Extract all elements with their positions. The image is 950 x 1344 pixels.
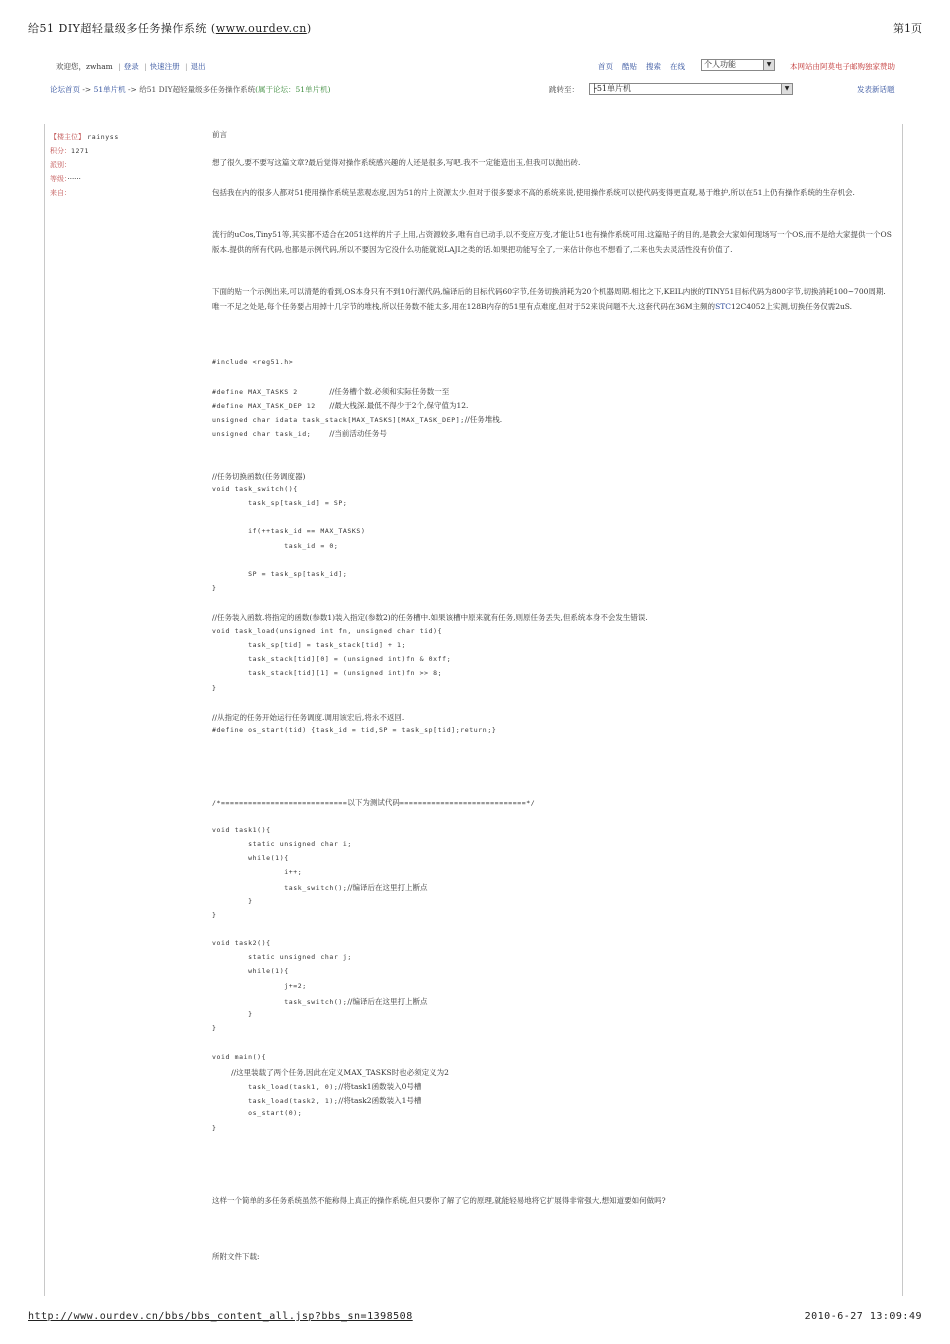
breadcrumb-topic: 给51 DIY超轻量级多任务操作系统 xyxy=(139,85,256,94)
level-row xyxy=(50,172,119,186)
jump-label: 跳转至： xyxy=(549,85,579,94)
code-line: } xyxy=(212,897,253,905)
code-line xyxy=(212,471,305,482)
code-text: task_load(task2, 1); xyxy=(212,1097,339,1105)
breadcrumb-home-link[interactable]: 论坛首页 xyxy=(50,85,80,94)
code-line xyxy=(212,1095,421,1106)
quick-register-link[interactable]: 快速注册 xyxy=(149,62,180,71)
code-line: i++; xyxy=(212,868,303,876)
nav-search-link[interactable]: 搜索 xyxy=(646,62,661,71)
select-value: ├51单片机 xyxy=(592,84,631,93)
code-line: os_start(0); xyxy=(212,1109,303,1117)
logout-link[interactable]: 退出 xyxy=(190,62,206,71)
code-line xyxy=(212,428,387,439)
sponsor-text[interactable]: 本网站由阿莫电子邮购独家赞助 xyxy=(790,62,895,71)
new-topic-link[interactable]: 发表新话题 xyxy=(857,85,895,94)
code-line: void main(){ xyxy=(212,1053,267,1061)
breadcrumb xyxy=(50,84,331,95)
code-line xyxy=(212,386,449,397)
code-comment: 以下为测试代码 xyxy=(347,798,400,807)
code-line xyxy=(212,882,427,893)
role-label: 【楼主位】 xyxy=(50,133,85,141)
code-text: #define MAX_TASK_DEP 12 xyxy=(212,402,330,410)
post-border-right xyxy=(902,124,903,1296)
footer-url[interactable]: http://www.ourdev.cn/bbs/bbs_content_all.jsp?bbs_sn=1398508 xyxy=(28,1311,413,1322)
page-number: 第1页 xyxy=(893,22,922,35)
code-line: task_stack[tid][1] = (unsigned int)fn >> 8; xyxy=(212,669,443,677)
author-info xyxy=(50,130,119,200)
code-line: while(1){ xyxy=(212,967,289,975)
code-comment: //编译后在这里打上断点 xyxy=(347,997,428,1006)
points-label: 积分： xyxy=(50,147,71,155)
chevron-down-icon: ▼ xyxy=(781,84,792,94)
code-line xyxy=(212,612,648,623)
breadcrumb-belongs[interactable]: (属于论坛：51单片机) xyxy=(255,85,331,94)
nav-home-link[interactable]: 首页 xyxy=(598,62,613,71)
breadcrumb-forum-link[interactable]: 51单片机 xyxy=(93,85,126,94)
personal-function-select[interactable] xyxy=(701,59,775,71)
paragraph: 包括我在内的很多人都对51使用操作系统呈悲观态度,因为51的片上资源太少.但对于很多要求不高的系统来说,使用操作系统可以使代码变得更直观,易于维护,所以在51上仍有操作系统的生存机会. xyxy=(212,188,855,197)
code-line: #define os_start(tid) {task_id = tid,SP = task_sp[tid];return;} xyxy=(212,726,497,734)
code-line xyxy=(212,400,468,411)
faction-row xyxy=(50,158,119,172)
code-text: unsigned char idata task_stack[MAX_TASKS][MAX_TASK_DEP]; xyxy=(212,416,465,424)
code-line: task_id = 0; xyxy=(212,542,339,550)
code-comment: //将task2函数装入1号槽 xyxy=(338,1096,422,1105)
jump-forum-select[interactable] xyxy=(589,83,793,95)
author-name[interactable]: rainyss xyxy=(87,133,119,141)
code-comment: //当前活动任务号 xyxy=(329,429,387,438)
divider: | xyxy=(118,62,121,71)
points-value: 1271 xyxy=(71,147,90,155)
title-suffix: ) xyxy=(306,22,312,35)
code-line: void task_load(unsigned int fn, unsigned char tid){ xyxy=(212,627,443,635)
code-text: task_switch(); xyxy=(212,998,348,1006)
code-line: while(1){ xyxy=(212,854,289,862)
code-comment: //任务堆栈. xyxy=(464,415,503,424)
code-line: void task2(){ xyxy=(212,939,271,947)
document-title xyxy=(28,20,312,36)
code-line: if(++task_id == MAX_TASKS) xyxy=(212,527,366,535)
code-text: task_load(task1, 0); xyxy=(212,1083,339,1091)
code-line: } xyxy=(212,1124,217,1132)
footer-timestamp: 2010-6-27 13:09:49 xyxy=(804,1311,922,1322)
code-line: } xyxy=(212,1024,217,1032)
breadcrumb-separator: -> xyxy=(80,85,94,94)
title-text: 给51 DIY超轻量级多任务操作系统 ( xyxy=(28,22,216,35)
user-bar xyxy=(56,61,206,72)
code-line: task_sp[task_id] = SP; xyxy=(212,499,348,507)
code-line: } xyxy=(212,1010,253,1018)
code-line xyxy=(212,712,404,723)
code-line: void task_switch(){ xyxy=(212,485,298,493)
chevron-down-icon: ▼ xyxy=(763,60,774,70)
paragraph: 想了很久,要不要写这篇文章?最后觉得对操作系统感兴趣的人还是很多,写吧.我不一定能造出玉,但我可以抛出砖. xyxy=(212,158,581,167)
divider: | xyxy=(144,62,147,71)
code-line: static unsigned char i; xyxy=(212,840,352,848)
site-url-link[interactable]: www.ourdev.cn xyxy=(215,22,307,35)
points-row xyxy=(50,144,119,158)
code-line xyxy=(212,797,535,808)
code-text: unsigned char task_id; xyxy=(212,430,330,438)
code-comment: //这里装载了两个任务,因此在定义MAX_TASKS时也必须定义为2 xyxy=(212,1068,449,1077)
code-text: /*============================ xyxy=(212,799,348,807)
paragraph: 流行的uCos,Tiny51等,其实都不适合在2051这样的片子上用,占资源较多,唯有自已动手,以不变应万变,才能让51也有操作系统可用.这篇贴子的目的,是教会大家如何现场写一个OS,而不是给大家提供一个OS版本.提供的所有代码,也都是示例代码,所以不要因为它没什么功能就说LAJI之类的话.如果把功能写全了,一来估计你也不想看了,二来也失去灵活性没有价值了. xyxy=(212,230,892,254)
paragraph xyxy=(212,284,892,314)
select-value: 个人功能 xyxy=(704,60,736,69)
code-text: ============================*/ xyxy=(399,799,536,807)
code-comment: //任务切换函数(任务调度器) xyxy=(212,472,306,481)
nav-hot-link[interactable]: 酷贴 xyxy=(622,62,637,71)
divider: | xyxy=(185,62,188,71)
from-row xyxy=(50,186,119,200)
code-line: } xyxy=(212,684,217,692)
code-comment: //将task1函数装入0号槽 xyxy=(338,1082,422,1091)
code-comment: //编译后在这里打上断点 xyxy=(347,883,428,892)
top-nav xyxy=(598,61,694,72)
code-line xyxy=(212,1067,449,1078)
code-comment: //从指定的任务开始运行任务调度.调用该宏后,将永不返回. xyxy=(212,713,405,722)
post-border-left xyxy=(44,124,45,1296)
code-line: static unsigned char j; xyxy=(212,953,352,961)
code-line: task_stack[tid][0] = (unsigned int)fn & 0xff; xyxy=(212,655,452,663)
code-text: #define MAX_TASKS 2 xyxy=(212,388,330,396)
welcome-text: 欢迎您，zwham xyxy=(56,62,113,71)
preface-heading: 前言 xyxy=(212,130,227,139)
stc-link[interactable]: STC xyxy=(715,302,731,311)
code-line: SP = task_sp[task_id]; xyxy=(212,570,348,578)
author-row xyxy=(50,130,119,144)
paragraph-text: 12C4052上实测,切换任务仅需2uS. xyxy=(730,302,853,311)
code-comment: //任务槽个数.必须和实际任务数一至 xyxy=(329,387,450,396)
paragraph: 这样一个简单的多任务系统虽然不能称得上真正的操作系统,但只要你了解了它的原理,就能轻易地将它扩展得非常强大,想知道要如何做吗? xyxy=(212,1196,666,1205)
paragraph-text: 下面的贴一个示例出来,可以清楚的看到,OS本身只有不到10行源代码,编译后的目标代码60字节,任务切换消耗为20个机器周期.相比之下,KEIL内嵌的TINY51目标代码为800字节,切换消耗100~700周期.唯一不足之处是,每个任务要占用掉十几字节的堆栈,所以任务数不能太多,用在128B内存的51里有点难度,但对于52来说问题不大.这套代码在36M主频的 xyxy=(212,287,886,311)
level-label: 等级： xyxy=(50,175,68,183)
code-line xyxy=(212,1081,421,1092)
from-label: 来自： xyxy=(50,189,71,197)
code-comment: //最大栈深.最低不得少于2个,保守值为12. xyxy=(329,401,469,410)
code-line: #include <reg51.h> xyxy=(212,358,294,366)
code-line: } xyxy=(212,911,217,919)
code-line: void task1(){ xyxy=(212,826,271,834)
code-line: j+=2; xyxy=(212,982,307,990)
login-link[interactable]: 登录 xyxy=(123,62,139,71)
code-line: } xyxy=(212,584,217,592)
breadcrumb-separator: -> xyxy=(125,85,140,94)
faction-label: 派别： xyxy=(50,161,71,169)
attachments-label: 所附文件下载: xyxy=(212,1252,260,1261)
code-line xyxy=(212,996,427,1007)
code-line xyxy=(212,414,502,425)
level-value: ······ xyxy=(67,175,81,183)
code-text: task_switch(); xyxy=(212,884,348,892)
code-comment: //任务装入函数.将指定的函数(参数1)装入指定(参数2)的任务槽中.如果该槽中原来就有任务,则原任务丢失,但系统本身不会发生错误. xyxy=(212,613,648,622)
nav-online-link[interactable]: 在线 xyxy=(670,62,685,71)
code-line: task_sp[tid] = task_stack[tid] + 1; xyxy=(212,641,407,649)
